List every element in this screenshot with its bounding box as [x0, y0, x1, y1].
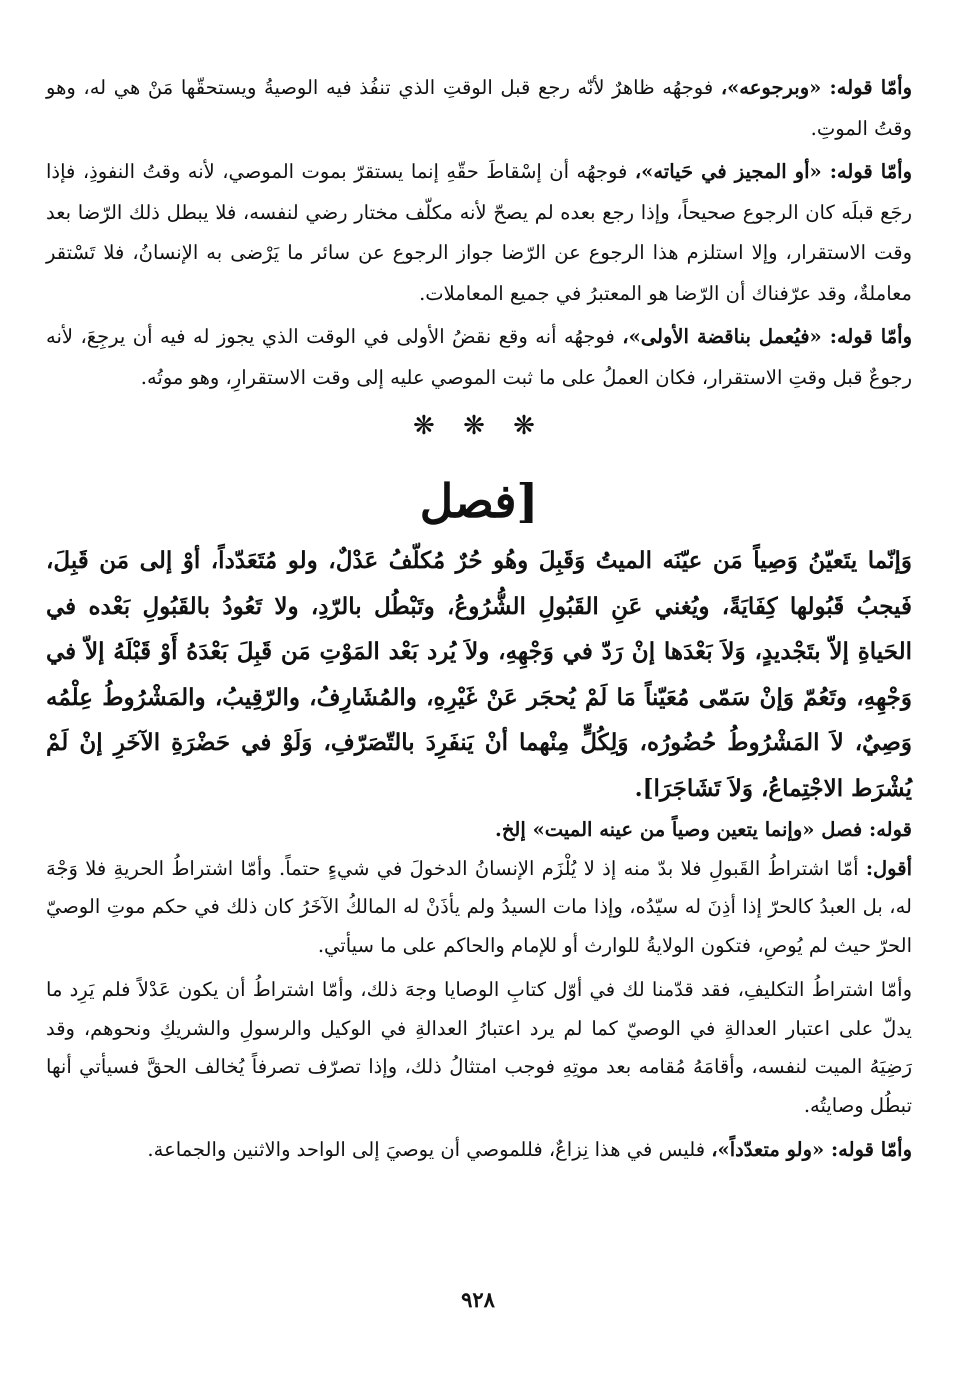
paragraph-al-mujiz — [46, 152, 912, 314]
paragraph-text: وأمّا اشتراطُ التكليفِ، فقد قدّمنا لك في أوّل كتابِ الوصايا وجهَ ذلك، وأمّا اشتراطُ أن يكون عَدْلاً فلم يَرِد ما يدلّ على اعتبار العدالةِ في الوصيّ كما لم يرد اعتبارُ العدالةِ في الوكيل والرسولِ والشريكِ ونحوهم، وقد رَضِيَهُ الميت لنفسه، وأقامَهُ مُقامه بعد موتِهِ فوجب امتثالُ ذلك، وإذا تصرّف تصرفاً يُخالف الحقَّ فسيأتي أنها تبطُل وصايتُه. — [46, 978, 912, 1117]
quote-lead: أقول: — [865, 856, 912, 880]
quote-lead: قوله: فصل «وإنما يتعين وصياً من عينه الميت» إلخ. — [495, 818, 912, 841]
paragraph-text: فوجهُه أنه وقع نقضُ الأولى في الوقت الذي يجوز له فيه أن يرجِعَ، لأنه رجوعٌ قبل وقتِ الاستقرار، فكان العملُ على ما ثبت الموصي عليه إلى وقت الاستقرارِ، وهو موتُه. — [46, 325, 912, 389]
book-page — [46, 68, 912, 1170]
paragraph-text: فوجهُه ظاهرٌ لأنّه رجع قبل الوقتِ الذي تنفُذ فيه الوصيةُ ويستحقّها مَنْ هي له، وهو وقتُ الموتِ. — [46, 76, 912, 140]
commentary-heading — [46, 811, 912, 850]
commentary-paragraph — [46, 850, 912, 966]
paragraph-text: أمّا اشتراطُ القَبولِ فلا بدّ منه إذ لا يُلْزَم الإنسانُ الدخولَ في شيءٍ حتماً. وأمّا اشتراطُ الحريةِ فلا وَجْهَ له، بل العبدُ كالحرّ إذا أذِنَ له سيّدُه، وإذا مات السيدُ ولم يأذَنْ له المالكُ الآخَرُ كان ذلك في حكم موتِ الوصيّ الحرّ حيث لم يُوصِ، فتكون الولايةُ للوارث أو للإمام والحاكم على ما سيأتي. — [46, 856, 912, 957]
matn-text: وَإنّما يتَعيّنُ وَصِياً مَن عيّنَه الميتُ وَقَبِلَ وهُو حُرٌ مُكلّفُ عَدْلٌ، ولو مُتَعَدّداً، أوْ إلى مَن قَبِلَ، فَيجبُ قَبُولها كِفَايَةً، ويُغني عَنِ القَبُولِ الشُّرُوعُ، وتَبْطُل بالرّدِ، ولا تَعُودُ بالقَبُولِ بَعْده في الحَياةِ إلاّ بتَجْديدٍ، وَلاَ بَعْدَها إنْ رَدّ في وَجْهِهِ، ولاَ يُرد بَعْد المَوْتِ مَن قَبِلَ بَعْدَهُ أَوْ قَبْلَهُ إلاّ في وَجْهِهِ، وتَعُمّ وَإنْ سَمّى مُعَيّناً مَا لَمْ يُحجَر عَنْ غَيْرِهِ، والمُشَارِفُ، والرّقِيبُ، والمَشْرُوطُ عِلْمُه وَصِيٌ، لاَ المَشْرُوطُ حُضُورُه، وَلِكُلٍّ مِنْهما أنْ يَنفَرِدَ بالتّصَرّفِ، وَلَوْ في حَضْرَةِ الآخَرِ إنْ لَمْ يُشْرَط الاجْتِماعُ، وَلاَ تَشَاجَرَا]. — [46, 547, 912, 802]
section-title: [فصل — [419, 474, 539, 528]
commentary-paragraph — [46, 1131, 912, 1170]
paragraph-text: فليس في هذا نِزاعٌ، فللموصي أن يوصيَ إلى الواحد والاثنين والجماعة. — [147, 1138, 712, 1161]
quote-lead: وأمّا قوله: «فيُعمل بناقضة الأولى»، — [622, 325, 913, 348]
quote-lead: وأمّا قوله: «ولو متعدّداً»، — [711, 1138, 912, 1161]
section-heading — [46, 464, 912, 538]
quote-lead: وأمّا قوله: «أو المجيز في حَياته»، — [634, 160, 912, 183]
page-number: ٩٢٨ — [461, 1287, 495, 1312]
commentary-paragraph — [46, 971, 912, 1125]
paragraph-text: فوجهُه أن إسْقاطَ حقّهِ إنما يستقرّ بموت الموصي، لأنه وقتُ النفوذِ، فإذا رجَع قبلَه كان الرجوع صحيحاً، وإذا رجع بعده لم يصحّ لأنه مكلّف مختار رضي لنفسه، فلا يبطل ذلك الرّضا بعد وقت الاستقرار، وإلا استلزم هذا الرجوع عن الرّضا جواز الرجوع عن سائر ما يَرْضى به الإنسانُ، فلا تَسْتقر معاملةٌ، وقد عرّفناك أن الرّضا هو المعتبرُ في جميع المعاملات. — [46, 160, 912, 305]
paragraph-bi-rujuih — [46, 68, 912, 149]
section-divider-ornament: ❋ ❋ ❋ — [413, 411, 545, 441]
quote-lead: وأمّا قوله: «وبرجوعه»، — [720, 76, 912, 99]
paragraph-naqida — [46, 317, 912, 398]
